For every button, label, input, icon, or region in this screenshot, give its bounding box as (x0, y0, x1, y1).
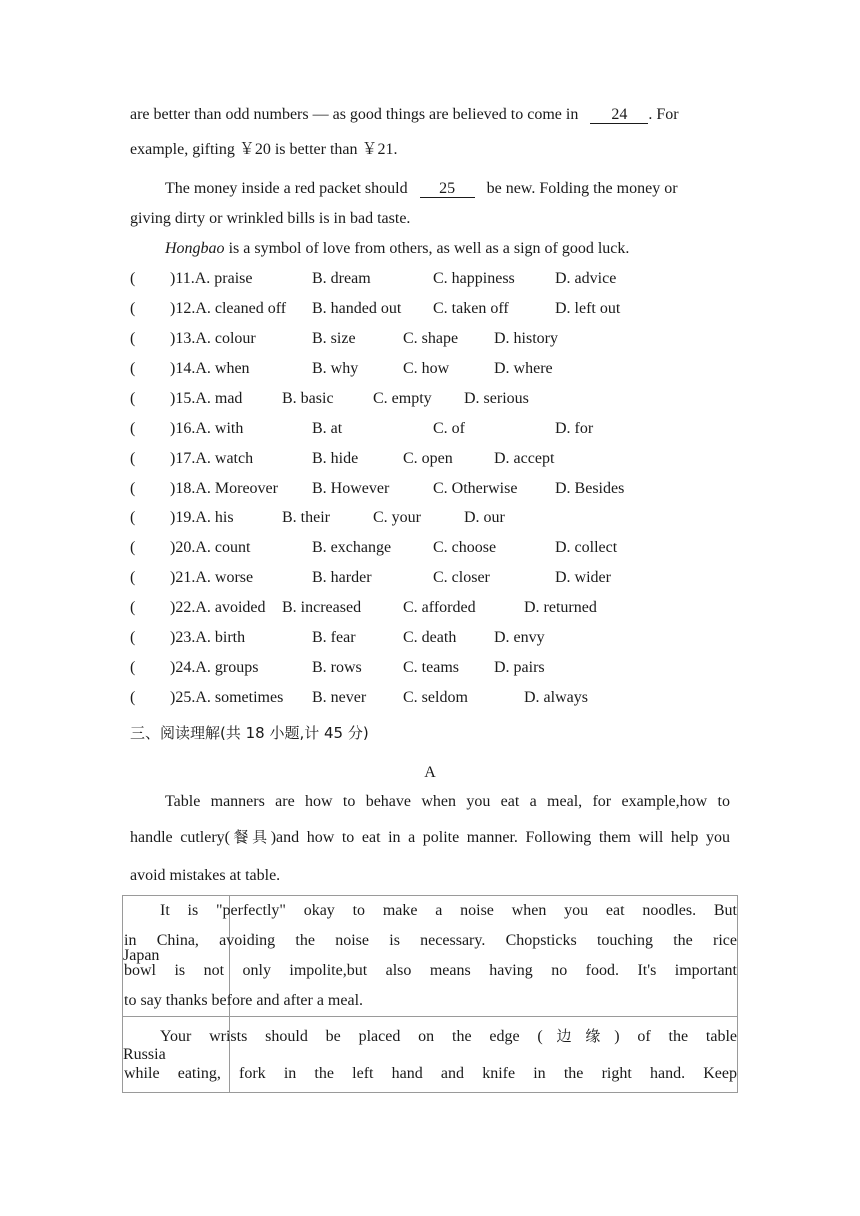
question-number-option-a: )24.A. groups (170, 659, 259, 677)
question-number-option-a: )12.A. cleaned off (170, 299, 287, 317)
option-d: D. left out (555, 299, 621, 317)
rule-text: It is "perfectly" okay to make a noise when you eat noodles. But (160, 902, 737, 919)
option-c: C. afforded (403, 599, 476, 617)
option-d: D. for (555, 419, 594, 437)
question-number-option-a: )21.A. worse (170, 569, 254, 587)
table-row (123, 896, 738, 1017)
question-paren: ( (130, 689, 136, 707)
option-b: B. exchange (312, 539, 392, 557)
passage-text: example, gifting ￥20 is better than ￥21. (130, 141, 398, 158)
question-number-option-a: )23.A. birth (170, 629, 246, 647)
question-paren: ( (130, 659, 136, 677)
option-c: C. happiness (433, 270, 515, 287)
option-c: C. open (403, 449, 453, 467)
option-b: B. basic (282, 389, 334, 407)
answer-blank-24: 24 (590, 106, 648, 124)
question-number-option-a: )22.A. avoided (170, 599, 266, 617)
option-d: D. collect (555, 539, 618, 557)
question-number-option-a: )13.A. colour (170, 329, 256, 347)
option-d: D. accept (494, 449, 555, 467)
rule-text: while eating, fork in the left hand and knife in the right hand. Keep (124, 1065, 737, 1082)
option-d: D. Besides (555, 479, 625, 497)
question-paren: ( (130, 389, 136, 407)
passage-text: is a symbol of love from others, as well as a sign of good luck. (224, 240, 630, 257)
question-paren: ( (130, 359, 136, 377)
option-c: C. taken off (433, 299, 509, 317)
question-number-option-a: )15.A. mad (170, 389, 243, 407)
option-b: B. size (312, 329, 356, 347)
rule-text: Your wrists should be placed on the edge ( (160, 1028, 543, 1045)
option-d: D. pairs (494, 659, 545, 677)
option-c: C. how (403, 359, 450, 377)
option-c: C. your (373, 509, 421, 527)
intro-cjk-term: 餐具 (229, 828, 271, 846)
intro-text: avoid mistakes at table. (130, 867, 281, 884)
option-b: B. why (312, 359, 359, 377)
option-c: C. seldom (403, 689, 468, 707)
question-paren: ( (130, 329, 136, 347)
option-c: C. teams (403, 659, 459, 677)
passage-text: be new. Folding the money or (486, 180, 678, 197)
passage-text: giving dirty or wrinkled bills is in bad taste. (130, 210, 411, 227)
option-c: C. choose (433, 539, 497, 557)
passage-text: are better than odd numbers — as good things are believed to come in (130, 106, 579, 123)
country-cell: Japan (123, 896, 230, 1017)
option-b: B. harder (312, 569, 372, 587)
rule-line (124, 1017, 737, 1056)
passage-label: A (424, 764, 436, 781)
option-c: C. death (403, 629, 457, 647)
option-d: D. always (524, 689, 588, 707)
option-c: C. empty (373, 389, 432, 407)
intro-text: )and how to eat in a polite manner. Following them will help you (270, 829, 730, 846)
question-number-option-a: )25.A. sometimes (170, 689, 284, 707)
option-c: C. Otherwise (433, 479, 518, 497)
option-b: B. their (282, 509, 330, 527)
option-c: C. closer (433, 569, 490, 587)
option-b: B. dream (312, 270, 371, 287)
question-number-option-a: )20.A. count (170, 539, 251, 557)
question-paren: ( (130, 479, 136, 497)
option-d: D. where (494, 359, 553, 377)
option-b: B. handed out (312, 299, 402, 317)
option-b: B. fear (312, 629, 356, 647)
option-d: D. serious (464, 389, 529, 407)
rule-text: bowl is not only impolite,but also means having no food. It's important (124, 962, 737, 979)
question-number-option-a: )17.A. watch (170, 449, 254, 467)
option-c: C. of (433, 419, 465, 437)
intro-line (130, 827, 730, 848)
question-number-option-a: )14.A. when (170, 359, 250, 377)
rule-text: ) of the table (614, 1028, 737, 1045)
rule-text: in China, avoiding the noise is necessary. Chopsticks touching the rice (124, 932, 737, 949)
option-b: B. rows (312, 659, 362, 677)
question-paren: ( (130, 270, 136, 287)
question-paren: ( (130, 299, 136, 317)
table-row (123, 1017, 738, 1093)
rule-cjk-term: 边缘 (542, 1027, 615, 1045)
question-paren: ( (130, 419, 136, 437)
option-b: B. hide (312, 449, 359, 467)
country-cell: Russia (123, 1017, 230, 1093)
rule-text: to say thanks before and after a meal. (124, 992, 364, 1009)
question-number-option-a: )11.A. praise (170, 270, 253, 287)
option-d: D. wider (555, 569, 611, 587)
passage-line (165, 179, 765, 199)
question-number-option-a: )19.A. his (170, 509, 234, 527)
passage-text: . For (648, 106, 679, 123)
answer-blank-25: 25 (420, 180, 475, 198)
question-paren: ( (130, 629, 136, 647)
table-manners-table (122, 895, 738, 1093)
option-d: D. advice (555, 270, 617, 287)
italic-term: Hongbao (165, 240, 225, 257)
option-b: B. However (312, 479, 390, 497)
option-d: D. envy (494, 629, 545, 647)
question-paren: ( (130, 599, 136, 617)
section-heading: 三、阅读理解(共 18 小题,计 45 分) (130, 724, 369, 742)
passage-line (130, 105, 730, 125)
option-b: B. increased (282, 599, 362, 617)
intro-text: Table manners are how to behave when you eat a meal, for example,how to (165, 793, 730, 810)
option-d: D. our (464, 509, 505, 527)
intro-text: handle cutlery( (130, 829, 230, 846)
option-d: D. returned (524, 599, 597, 617)
question-paren: ( (130, 509, 136, 527)
option-c: C. shape (403, 329, 459, 347)
option-b: B. never (312, 689, 367, 707)
question-paren: ( (130, 539, 136, 557)
option-d: D. history (494, 329, 558, 347)
question-paren: ( (130, 449, 136, 467)
passage-text: The money inside a red packet should (165, 180, 408, 197)
question-paren: ( (130, 569, 136, 587)
question-number-option-a: )16.A. with (170, 419, 244, 437)
option-b: B. at (312, 419, 343, 437)
passage-line (165, 239, 765, 259)
question-number-option-a: )18.A. Moreover (170, 479, 278, 497)
